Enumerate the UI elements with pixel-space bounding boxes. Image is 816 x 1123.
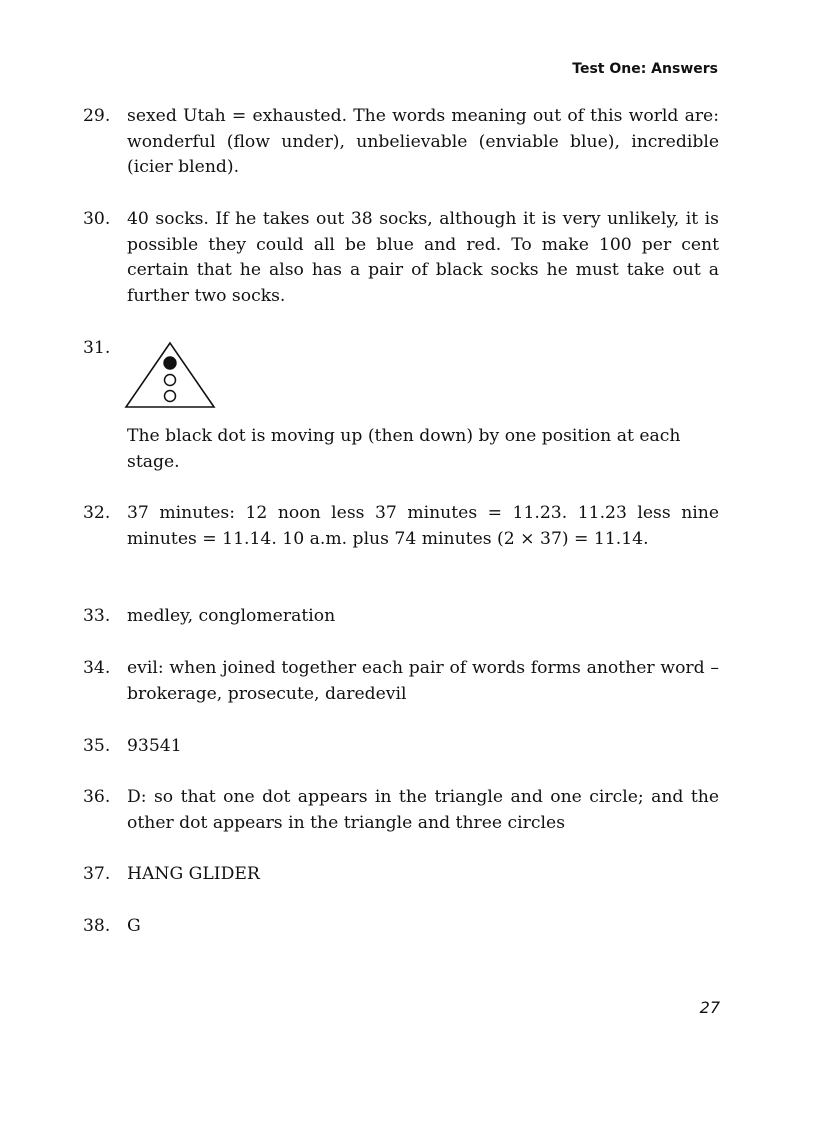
answer-37 xyxy=(83,862,719,888)
answer-text: 93541 xyxy=(127,736,182,756)
answer-text: sexed Utah = exhausted. The words meaning out of this world are: wonderful (flow under), unbelievable (enviable blue), incredible (icier blend). xyxy=(127,106,719,178)
answer-text: 37 minutes: 12 noon less 37 minutes = 11.23. 11.23 less nine minutes = 11.14. 10 a.m. plus 74 minutes (2 × 37) = 11.14. xyxy=(127,503,719,549)
answer-number: 34. xyxy=(83,658,111,678)
answer-number: 36. xyxy=(83,787,111,807)
answer-number: 29. xyxy=(83,106,111,126)
answer-30 xyxy=(83,207,719,309)
circle-middle xyxy=(165,375,176,386)
answer-text: D: so that one dot appears in the triangle and one circle; and the other dot appears in the triangle and three circles xyxy=(127,787,719,833)
answer-35 xyxy=(83,734,719,760)
answer-32 xyxy=(83,501,719,552)
answer-31-text: The black dot is moving up (then down) by one position at each stage. xyxy=(127,426,681,472)
answer-number: 32. xyxy=(83,503,111,523)
answer-text: G xyxy=(127,916,141,936)
black-dot xyxy=(164,357,176,369)
answer-38 xyxy=(83,914,719,940)
answer-number: 31. xyxy=(83,338,111,358)
circle-bottom xyxy=(165,391,176,402)
answer-36 xyxy=(83,785,719,836)
answer-number: 38. xyxy=(83,916,111,936)
answer-number: 30. xyxy=(83,209,111,229)
answer-number: 35. xyxy=(83,736,111,756)
triangle-figure xyxy=(124,340,216,410)
answer-34 xyxy=(83,656,719,707)
answer-29 xyxy=(83,104,719,181)
answer-text: 40 socks. If he takes out 38 socks, although it is very unlikely, it is possible they could all be blue and red. To make 100 per cent certain that he also has a pair of black socks he must take out a further two socks. xyxy=(127,209,719,306)
answer-number: 37. xyxy=(83,864,111,884)
running-header: Test One: Answers xyxy=(572,61,718,77)
answer-text: evil: when joined together each pair of words forms another word – brokerage, prosecute, daredevil xyxy=(127,658,719,704)
answer-text: HANG GLIDER xyxy=(127,864,260,884)
page-number: 27 xyxy=(699,998,720,1017)
answer-number: 33. xyxy=(83,606,111,626)
answer-text: medley, conglomeration xyxy=(127,606,336,626)
answer-33 xyxy=(83,604,719,630)
